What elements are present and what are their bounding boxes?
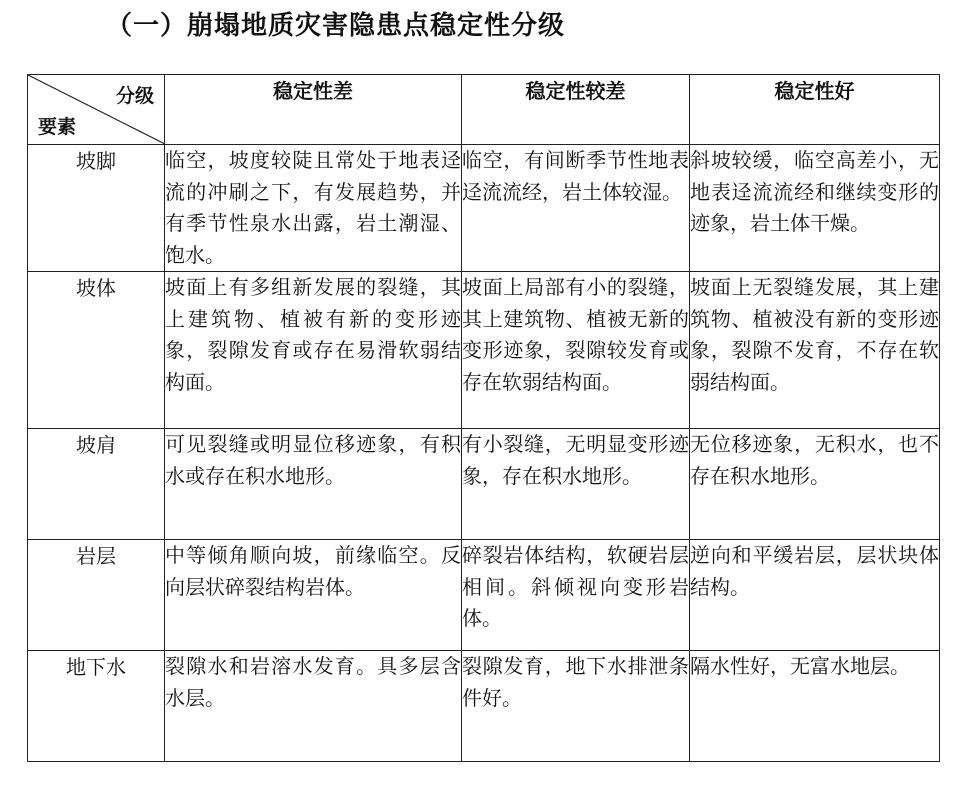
good-cell: 隔水性好，无富水地层。	[690, 651, 940, 762]
header-stability-good: 稳定性好	[690, 75, 940, 145]
good-cell: 逆向和平缓岩层，层状块体结构。	[690, 540, 940, 651]
factor-cell: 岩层	[28, 540, 165, 651]
corner-header-cell	[28, 75, 165, 145]
good-cell: 坡面上无裂缝发展，其上建筑物、植被没有新的变形迹象，裂隙不发育，不存在软弱结构面。	[690, 272, 940, 429]
poor-cell: 可见裂缝或明显位移迹象，有积水或存在积水地形。	[165, 429, 462, 540]
table-row	[28, 651, 940, 762]
poor-cell: 临空，坡度较陡且常处于地表迳流的冲刷之下，有发展趋势，并有季节性泉水出露，岩土潮湿、饱水。	[165, 145, 462, 272]
fair-cell: 有小裂缝，无明显变形迹象，存在积水地形。	[462, 429, 690, 540]
table-row	[28, 429, 940, 540]
factor-cell: 坡体	[28, 272, 165, 429]
good-cell: 斜坡较缓，临空高差小，无地表迳流流经和继续变形的迹象，岩土体干燥。	[690, 145, 940, 272]
factor-cell: 地下水	[28, 651, 165, 762]
fair-cell: 坡面上局部有小的裂缝，其上建筑物、植被无新的变形迹象，裂隙较发育或存在软弱结构面。	[462, 272, 690, 429]
corner-label-grade: 分级	[115, 85, 154, 107]
table-row	[28, 540, 940, 651]
poor-cell: 中等倾角顺向坡，前缘临空。反向层状碎裂结构岩体。	[165, 540, 462, 651]
section-heading: （一）崩塌地质灾害隐患点稳定性分级	[106, 11, 566, 41]
good-cell: 无位移迹象，无积水，也不存在积水地形。	[690, 429, 940, 540]
table-row	[28, 145, 940, 272]
factor-cell: 坡脚	[28, 145, 165, 272]
header-row	[28, 75, 940, 145]
poor-cell: 裂隙水和岩溶水发育。具多层含水层。	[165, 651, 462, 762]
stability-grading-table	[27, 74, 940, 762]
corner-label-factor: 要素	[38, 116, 77, 138]
table-row	[28, 272, 940, 429]
fair-cell: 裂隙发育，地下水排泄条件好。	[462, 651, 690, 762]
header-stability-poor: 稳定性差	[165, 75, 462, 145]
fair-cell: 临空，有间断季节性地表迳流流经，岩土体较湿。	[462, 145, 690, 272]
fair-cell: 碎裂岩体结构，软硬岩层相间。斜倾视向变形岩体。	[462, 540, 690, 651]
poor-cell: 坡面上有多组新发展的裂缝，其上建筑物、植被有新的变形迹象，裂隙发育或存在易滑软弱结构面。	[165, 272, 462, 429]
factor-cell: 坡肩	[28, 429, 165, 540]
header-stability-fair: 稳定性较差	[462, 75, 690, 145]
